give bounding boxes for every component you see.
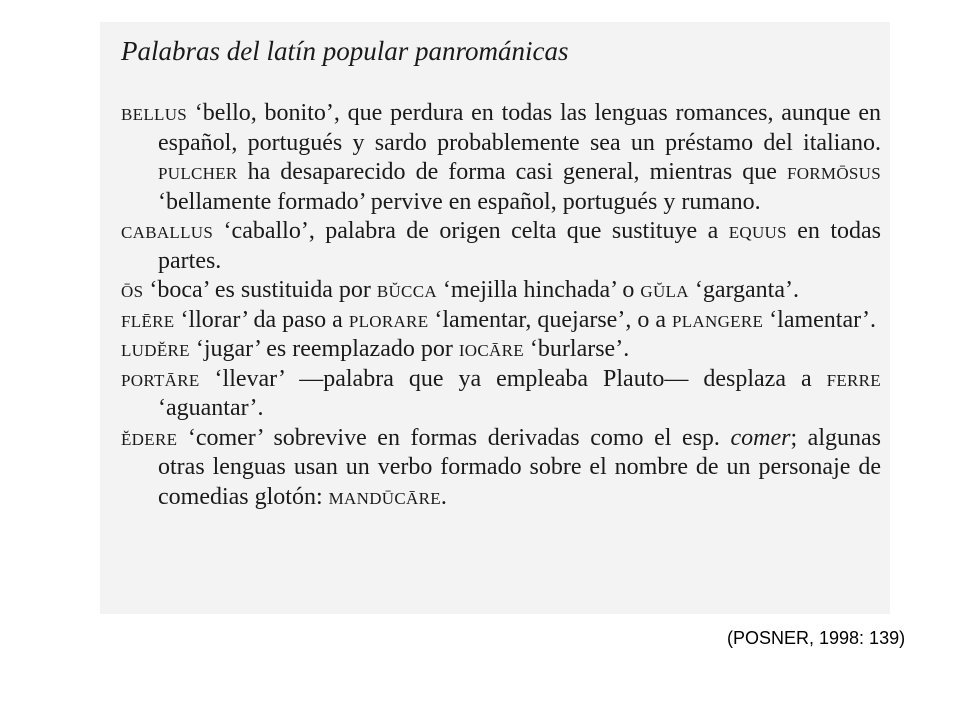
entry-text: ‘llevar’ —palabra que ya empleaba Plauto— desplaza a [199, 365, 827, 392]
entry-item [121, 365, 881, 424]
latin-headword: portāre [121, 365, 200, 392]
entry-text: ‘garganta’. [688, 277, 799, 303]
entry-item [121, 306, 881, 336]
latin-headword: equus [728, 218, 787, 244]
entry-list [121, 99, 881, 512]
entry-item [121, 276, 881, 306]
entry-text: ‘aguantar’. [158, 395, 264, 421]
entry-text: ‘llorar’ da paso a [174, 306, 349, 333]
latin-headword: iocāre [458, 336, 524, 362]
entry-text: ‘lamentar’. [763, 306, 876, 333]
section-title: Palabras del latín popular panrománicas [121, 36, 569, 66]
latin-headword: plorare [348, 306, 429, 333]
entry-text: ‘lamentar, quejarse’, o a [428, 306, 672, 333]
entry-text: ‘mejilla hinchada’ o [436, 277, 641, 303]
latin-headword: ludĕre [121, 336, 190, 362]
latin-headword: bellus [121, 100, 188, 126]
entry-text: ‘boca’ es sustituida por [143, 277, 377, 303]
latin-headword: ĕdere [121, 424, 178, 451]
entry-text: ; algunas otras lenguas usan un verbo formado sobre el nombre de un personaje de comedias glotón: [158, 424, 881, 510]
latin-headword: formōsus [786, 159, 881, 185]
entry-text: ‘bello, bonito’, que perdura en todas las lenguas romances, aunque en español, portugués y sardo probablemente sea un préstamo del italiano. [158, 100, 881, 156]
latin-headword: ferre [826, 365, 881, 392]
latin-headword: bŭcca [376, 277, 437, 303]
entry-text: ‘burlarse’. [523, 336, 630, 362]
entry-item [121, 335, 881, 365]
latin-headword: mandūcāre [328, 483, 441, 510]
italic-term: comer [730, 424, 791, 451]
entry-text: ‘jugar’ es reemplazado por [189, 336, 459, 362]
entry-text: en todas partes. [158, 218, 882, 274]
latin-headword: plangere [671, 306, 764, 333]
entry-text: ‘comer’ sobrevive en formas derivadas como el esp. [177, 424, 731, 451]
entry-item [121, 424, 881, 513]
entry-text: ‘caballo’, palabra de origen celta que sustituye a [213, 218, 729, 244]
entry-item [121, 217, 881, 276]
entry-text: ha desaparecido de forma casi general, mientras que [237, 159, 787, 185]
entry-text: ‘bellamente formado’ pervive en español, portugués y rumano. [158, 188, 761, 215]
latin-headword: ōs [121, 277, 144, 303]
latin-headword: pulcher [158, 159, 238, 185]
entry-item [121, 99, 881, 217]
entry-text: . [440, 483, 447, 510]
latin-headword: caballus [121, 218, 214, 244]
latin-headword: gŭla [640, 277, 689, 303]
citation: (POSNER, 1998: 139) [727, 628, 906, 648]
latin-headword: flēre [121, 306, 175, 333]
